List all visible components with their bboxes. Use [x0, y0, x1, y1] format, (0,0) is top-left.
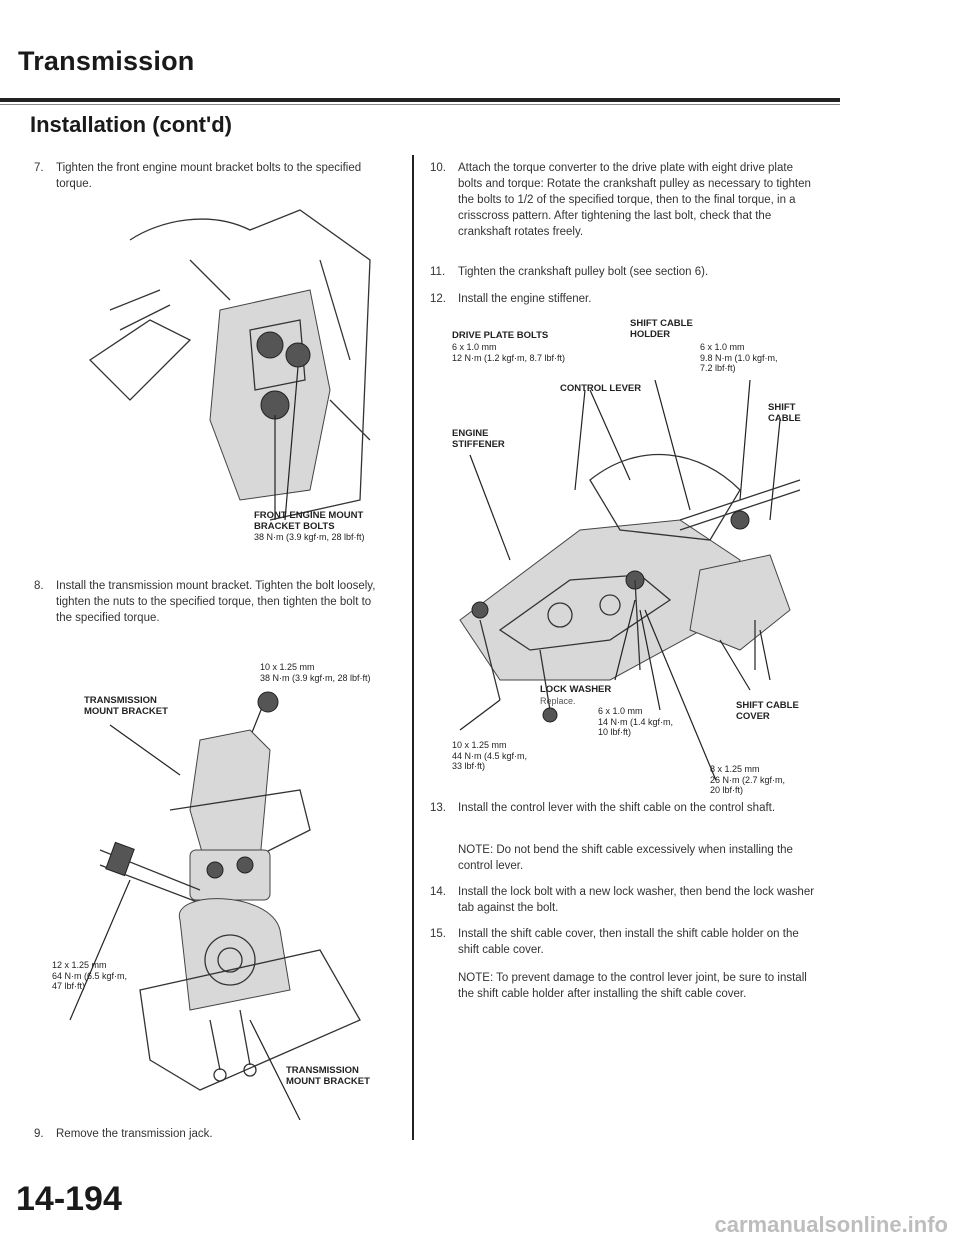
fig3-right-spec: 8 x 1.25 mm 26 N·m (2.7 kgf·m, 20 lbf·ft) [710, 764, 786, 795]
fig3-lock-washer: LOCK WASHER [540, 684, 612, 695]
fig2-bracket-top: TRANSMISSION MOUNT BRACKET [84, 695, 168, 717]
step-15: 15. Install the shift cable cover, then install the shift cable holder on the shift cable cover. [430, 928, 799, 956]
fig3-drive-plate: DRIVE PLATE BOLTS [452, 330, 549, 341]
fig3-lock-washer-note: Replace. [540, 696, 576, 706]
fig2-bolt-spec: 10 x 1.25 mm 38 N·m (3.9 kgf·m, 28 lbf·ft) [260, 662, 371, 683]
fig2-bracket-bottom: TRANSMISSION MOUNT BRACKET [286, 1065, 370, 1087]
fig3-stiffener: ENGINE STIFFENER [452, 428, 505, 450]
fig1-spec: 38 N·m (3.9 kgf·m, 28 lbf·ft) [254, 532, 365, 542]
figure-transmission-mount [40, 690, 390, 1120]
page-subtitle: Installation (cont'd) [30, 112, 232, 137]
step-11: 11. Tighten the crankshaft pulley bolt (see section 6). [430, 266, 709, 278]
fig3-cover: SHIFT CABLE COVER [736, 700, 799, 722]
fig2-left-spec: 12 x 1.25 mm 64 N·m (6.5 kgf·m, 47 lbf·ft) [52, 960, 128, 991]
header-rule-thin [0, 104, 840, 105]
bolt-icon [257, 332, 283, 358]
figure-front-engine-mount [70, 200, 390, 530]
step-14: 14. Install the lock bolt with a new lock washer, then bend the lock washer tab against the bolt. [430, 886, 815, 914]
step-8: 8. Install the transmission mount bracket. Tighten the bolt loosely, tighten the nuts to the specified torque, then tighten the bolt to the specified torque. [34, 580, 376, 624]
column-divider [412, 155, 414, 1140]
step-12: 12. Install the engine stiffener. [430, 293, 592, 305]
fig1-label: FRONT ENGINE MOUNT BRACKET BOLTS [254, 510, 364, 532]
section-title: Transmission [18, 46, 195, 76]
footer-watermark: carmanualsonline.info [714, 1212, 948, 1237]
fig3-lock-spec: 6 x 1.0 mm 14 N·m (1.4 kgf·m, 10 lbf·ft) [598, 706, 674, 737]
fig3-holder: SHIFT CABLE HOLDER [630, 318, 693, 340]
note-13: NOTE: Do not bend the shift cable excessively when installing the control lever. [458, 844, 793, 872]
fig3-shift-cable: SHIFT CABLE [768, 402, 801, 424]
step-7: 7. Tighten the front engine mount bracket bolts to the specified torque. [34, 162, 362, 190]
fig3-left-spec: 10 x 1.25 mm 44 N·m (4.5 kgf·m, 33 lbf·ft) [452, 740, 528, 771]
fig3-control-lever: CONTROL LEVER [560, 383, 642, 394]
step-10: 10. Attach the torque converter to the drive plate with eight drive plate bolts and torque: Rotate the crankshaft pulley as necessary to tighten the bolts to 1/2 of the specified torque, then to the final torque, in a crisscross pattern. After tightening the last bolt, check that the crankshaft rotates freely. [430, 162, 811, 238]
note-15: NOTE: To prevent damage to the control lever joint, be sure to install the shift cable holder after installing the shift cable cover. [458, 972, 807, 1000]
page-number: 14-194 [16, 1180, 122, 1218]
step-13: 13. Install the control lever with the shift cable on the control shaft. [430, 802, 776, 814]
fig3-holder-spec: 6 x 1.0 mm 9.8 N·m (1.0 kgf·m, 7.2 lbf·ft) [700, 342, 778, 373]
step-9: 9. Remove the transmission jack. [34, 1128, 213, 1140]
fig3-drive-plate-spec: 6 x 1.0 mm 12 N·m (1.2 kgf·m, 8.7 lbf·ft) [452, 342, 566, 363]
header-rule [0, 98, 840, 102]
